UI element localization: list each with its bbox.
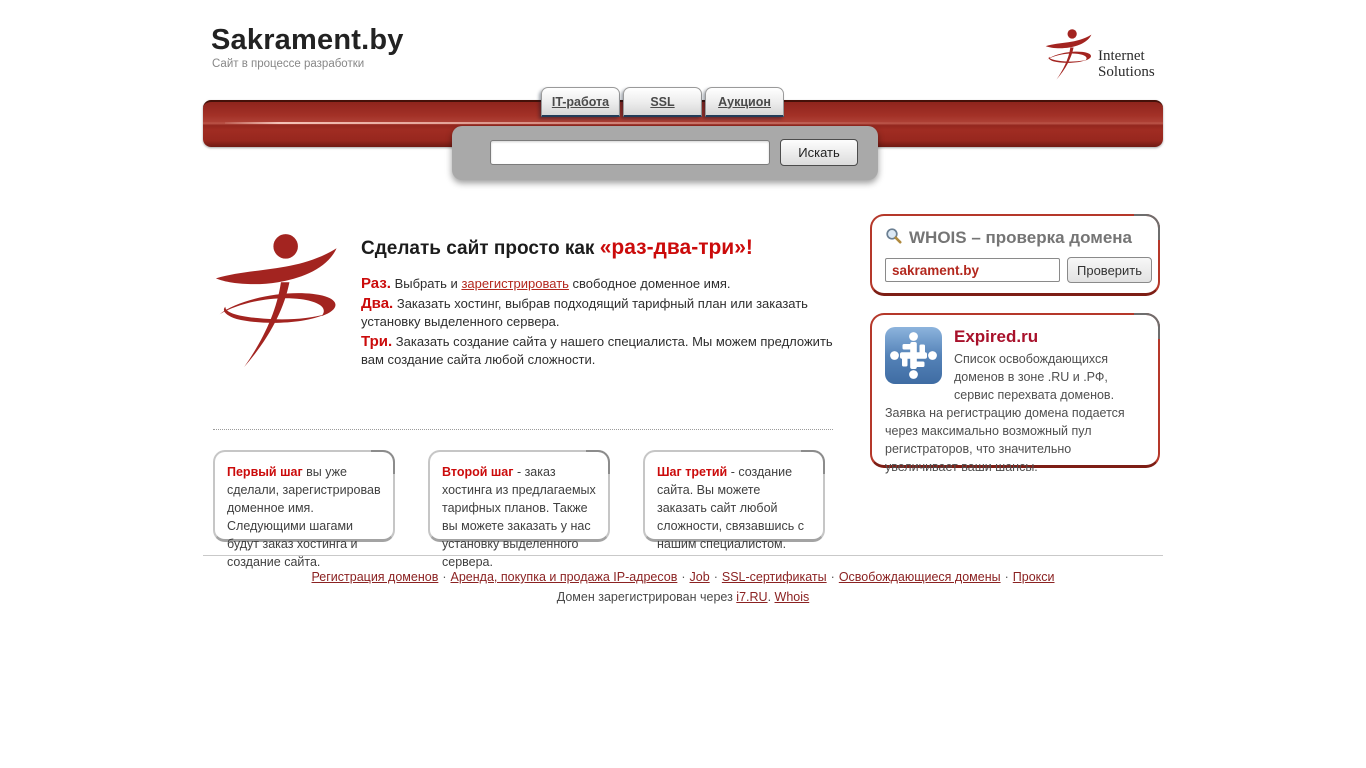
bar-highlight xyxy=(225,122,897,124)
page-title: Sakrament.by xyxy=(211,24,404,56)
step-box-title: Первый шаг xyxy=(227,465,303,479)
dotted-divider xyxy=(213,429,833,430)
tab-it-rabota[interactable]: IT-работа xyxy=(541,87,620,117)
footer-link-whois[interactable]: Whois xyxy=(774,590,810,604)
step-line-2: Два. Заказать хостинг, выбрав подходящий тарифный план или заказать установку выделенного сервера. xyxy=(361,295,808,329)
search-panel xyxy=(452,126,878,180)
footer xyxy=(203,567,1163,607)
people-icon xyxy=(885,327,942,389)
whois-domain-input[interactable] xyxy=(885,258,1060,282)
step-line-1: Раз. Выбрать и зарегистрировать свободное доменное имя. xyxy=(361,275,731,292)
tab-auktsion[interactable]: Аукцион xyxy=(705,87,784,117)
corner-accent xyxy=(1134,214,1160,240)
whois-check-button[interactable]: Проверить xyxy=(1067,257,1152,283)
footer-link-proxy[interactable]: Прокси xyxy=(1012,570,1055,584)
corner-accent xyxy=(1134,313,1160,339)
corner-accent xyxy=(371,450,395,474)
footer-link-job[interactable]: Job xyxy=(689,570,710,584)
footer-links-line: Регистрация доменов · Аренда, покупка и продажа IP-адресов · Job · SSL-сертификаты · Освобождающиеся домены · Прокси xyxy=(311,570,1055,584)
step-box-title: Второй шаг xyxy=(442,465,514,479)
nav-tabs xyxy=(541,87,784,117)
search-input[interactable] xyxy=(490,140,770,165)
internet-solutions-logo-text: Internet Solutions xyxy=(1098,48,1155,80)
intro-heading: Сделать сайт просто как «раз-два-три»! xyxy=(361,236,753,259)
footer-link-ip[interactable]: Аренда, покупка и продажа IP-адресов xyxy=(450,570,678,584)
tab-ssl[interactable]: SSL xyxy=(623,87,702,117)
intro-heading-accent: «раз-два-три»! xyxy=(599,236,753,259)
step-box-text: - заказ хостинга из предлагаемых тарифных планов. Также вы можете заказать у нас установку выделенного сервера. xyxy=(442,465,596,569)
corner-accent xyxy=(586,450,610,474)
step-box-text: вы уже сделали, зарегистрировав доменное имя. Следующими шагами будут заказ хостинга и создание сайта. xyxy=(227,465,381,569)
footer-link-ssl[interactable]: SSL-сертификаты xyxy=(721,570,827,584)
step-box-third xyxy=(643,450,825,551)
footer-divider xyxy=(203,555,1163,556)
expired-panel xyxy=(870,313,1160,474)
search-button[interactable]: Искать xyxy=(780,139,858,166)
step-line-3: Три. Заказать создание сайта у нашего специалиста. Мы можем предложить вам создание сайта любой сложности. xyxy=(361,333,833,367)
internet-solutions-logo[interactable] xyxy=(1045,28,1165,83)
footer-link-expiring-domains[interactable]: Освобождающиеся домены xyxy=(838,570,1001,584)
register-link[interactable]: зарегистрировать xyxy=(461,276,569,291)
expired-title-link[interactable]: Expired.ru xyxy=(954,327,1039,346)
whois-panel xyxy=(870,214,1160,296)
step-box-second xyxy=(428,450,610,569)
footer-registered-line: Домен зарегистрирован через i7.RU. Whois xyxy=(556,590,810,604)
whois-title: WHOIS – проверка домена xyxy=(909,228,1133,247)
footer-link-domains[interactable]: Регистрация доменов xyxy=(311,570,439,584)
site-figure-logo xyxy=(214,231,346,378)
step-box-title: Шаг третий xyxy=(657,465,728,479)
corner-accent xyxy=(801,450,825,474)
step-box-first xyxy=(213,450,395,569)
footer-link-i7ru[interactable]: i7.RU xyxy=(736,590,768,604)
site-subtitle: Сайт в процессе разработки xyxy=(212,58,365,70)
magnifier-icon xyxy=(885,227,902,249)
expired-description: Список освобождающихся доменов в зоне .RU и .РФ, сервис перехвата доменов. Заявка на регистрацию домена подается через максимально возможный пул регистраторов, что значительно увеличивает ваши шансы. xyxy=(885,352,1125,474)
running-figure-icon xyxy=(214,360,346,377)
step-box-text: - создание сайта. Вы можете заказать сайт любой сложности, связавшись с нашим специалистом. xyxy=(657,465,804,551)
intro-section xyxy=(361,236,837,371)
